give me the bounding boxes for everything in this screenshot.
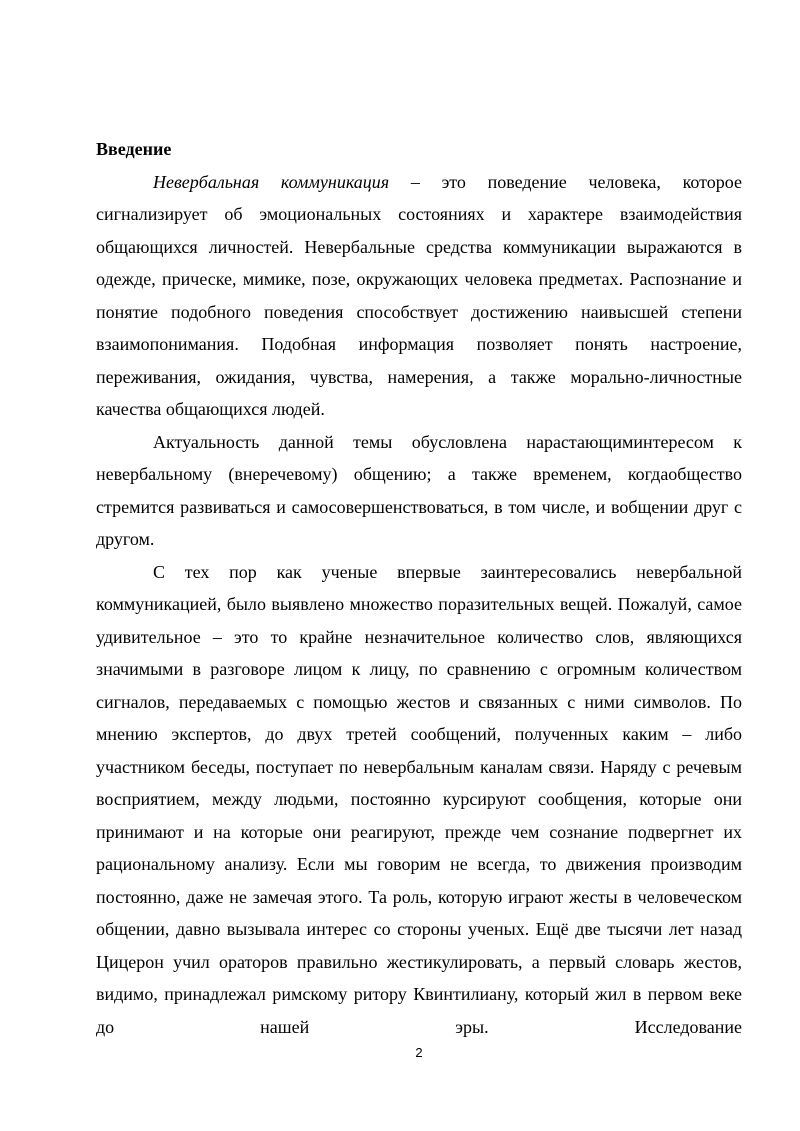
page-content bbox=[96, 133, 742, 1043]
paragraph-1-text: – это поведение человека, которое сигнализирует об эмоциональных состояниях и характере взаимодействия общающихся личностей. Невербальные средства коммуникации выражаются в одежде, прическе, мимике, позе, окружающих человека предметах. Распознание и понятие подобного поведения способствует достижению наивысшей степени взаимопонимания. Подобная информация позволяет понять настроение, переживания, ожидания, чувства, намерения, а также морально-личностные качества общающихся людей. bbox=[96, 171, 742, 419]
section-heading: Введение bbox=[96, 139, 172, 159]
page-number: 2 bbox=[415, 1045, 423, 1060]
paragraph-2: Актуальность данной темы обусловлена нарастающиминтересом к невербальному (внеречевому) общению; а также временем, когдаобщество стремится развиваться и самосовершенствоваться, в том числе, и вобщении друг с другом. bbox=[96, 431, 742, 549]
defined-term: Невербальная коммуникация bbox=[153, 171, 390, 192]
paragraph-3: С тех пор как ученые впервые заинтересовались невербальной коммуникацией, было выявлено множество поразительных вещей. Пожалуй, самое удивительное – это то крайне незначительное количество слов, являющихся значимыми в разговоре лицом к лицу, по сравнению с огромным количеством сигналов, передаваемых с помощью жестов и связанных с ними символов. По мнению экспертов, до двух третей сообщений, полученных каким – либо участником беседы, поступает по невербальным каналам связи. Наряду с речевым восприятием, между людьми, постоянно курсируют сообщения, которые они принимают и на которые они реагируют, прежде чем сознание подвергнет их рациональному анализу. Если мы говорим не всегда, то движения производим постоянно, даже не замечая этого. Та роль, которую играют жесты в человеческом общении, давно вызывала интерес со стороны ученых. Ещё две тысячи лет назад Цицерон учил ораторов правильно жестикулировать, а первый словарь жестов, видимо, принадлежал римскому ритору Квинтилиану, который жил в первом веке до нашей эры. Исследование bbox=[96, 561, 742, 1037]
paragraph-1 bbox=[96, 166, 742, 426]
